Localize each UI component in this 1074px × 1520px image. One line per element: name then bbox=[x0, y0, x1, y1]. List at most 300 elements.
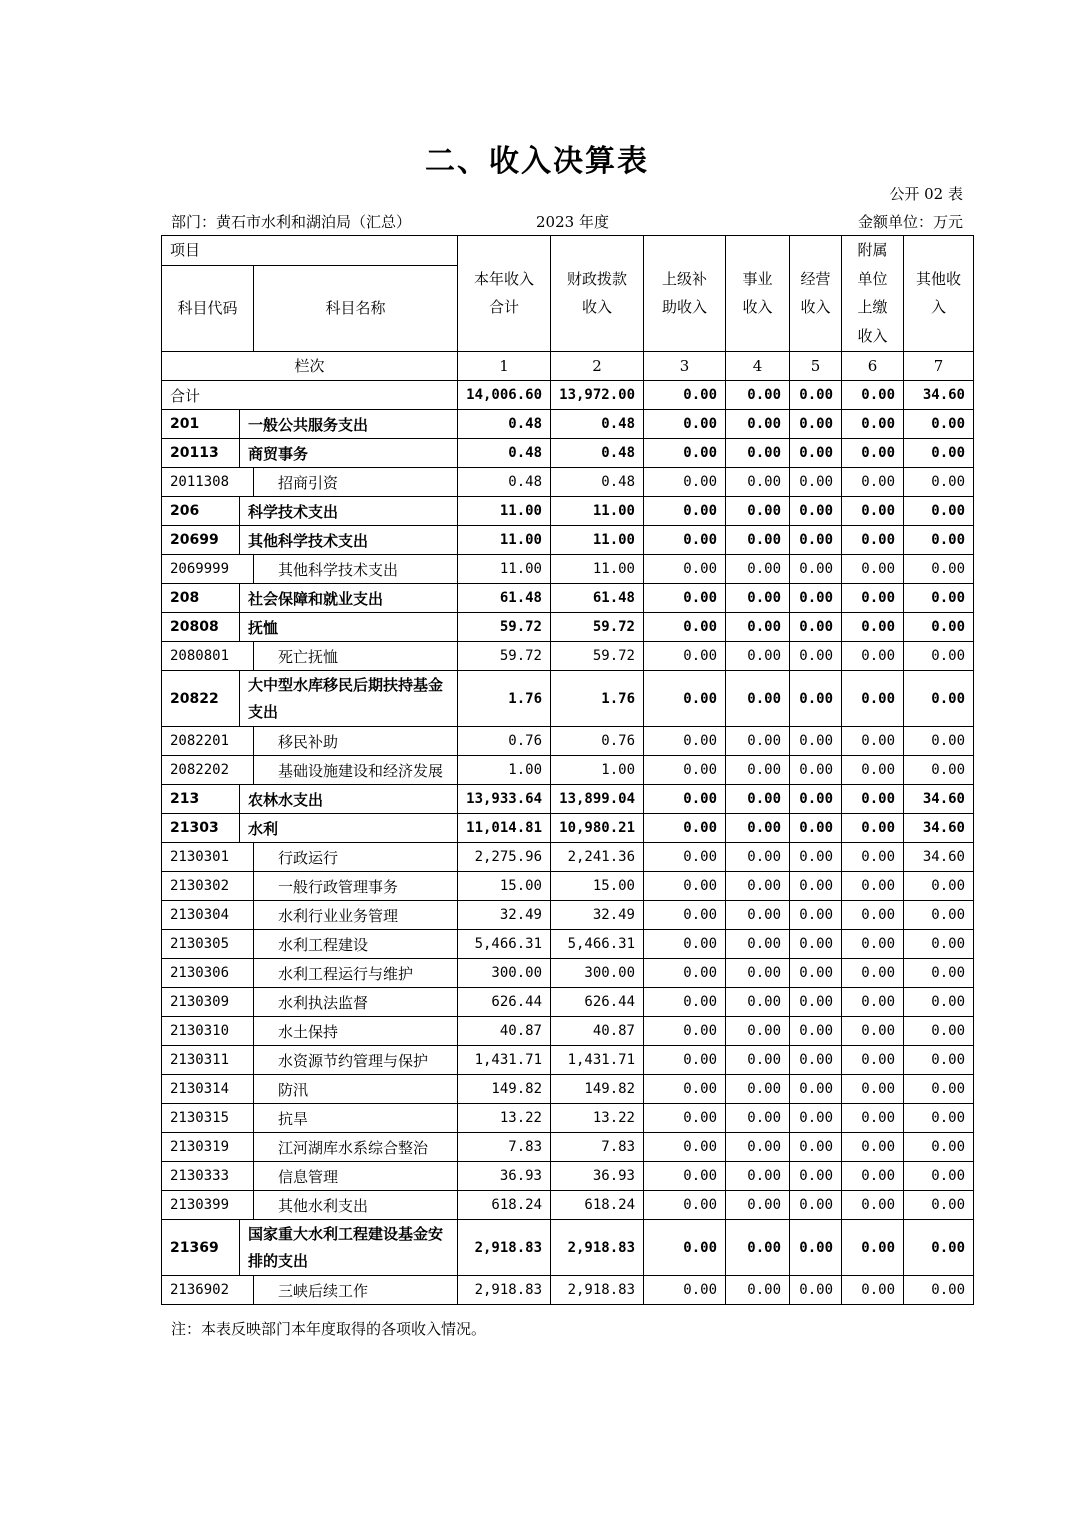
row-value: 0.00 bbox=[790, 901, 842, 930]
row-name: 水利执法监督 bbox=[254, 988, 458, 1017]
row-value: 0.00 bbox=[790, 1046, 842, 1075]
row-value: 1,431.71 bbox=[458, 1046, 551, 1075]
row-value: 0.00 bbox=[842, 814, 904, 843]
header-code: 科目代码 bbox=[162, 265, 254, 351]
header-col-line: 单位 bbox=[857, 269, 888, 288]
total-value: 0.00 bbox=[726, 381, 790, 410]
header-col-2 bbox=[551, 236, 644, 352]
header-seq-number: 5 bbox=[790, 351, 842, 381]
row-value: 0.00 bbox=[644, 642, 726, 671]
row-value: 1.00 bbox=[551, 756, 644, 785]
row-value: 0.00 bbox=[644, 671, 726, 727]
row-value: 626.44 bbox=[458, 988, 551, 1017]
row-value: 0.00 bbox=[790, 526, 842, 555]
row-value: 0.00 bbox=[726, 1220, 790, 1276]
row-value: 0.00 bbox=[842, 1133, 904, 1162]
table-row bbox=[162, 1046, 974, 1075]
row-value: 618.24 bbox=[458, 1191, 551, 1220]
row-name: 其他水利支出 bbox=[254, 1191, 458, 1220]
table-row bbox=[162, 843, 974, 872]
row-name: 招商引资 bbox=[254, 468, 458, 497]
row-value: 0.00 bbox=[644, 1162, 726, 1191]
row-code: 21369 bbox=[162, 1220, 240, 1276]
row-name: 水土保持 bbox=[254, 1017, 458, 1046]
header-col-line: 附属 bbox=[857, 241, 888, 260]
row-name: 江河湖库水系综合整治 bbox=[254, 1133, 458, 1162]
row-name: 水利工程运行与维护 bbox=[254, 959, 458, 988]
row-value: 0.00 bbox=[644, 1017, 726, 1046]
row-value: 0.00 bbox=[842, 785, 904, 814]
row-code: 2130306 bbox=[162, 959, 254, 988]
page-title: 二、收入决算表 bbox=[425, 144, 649, 179]
row-value: 0.00 bbox=[790, 468, 842, 497]
header-seq-number: 7 bbox=[904, 351, 974, 381]
row-value: 0.48 bbox=[458, 439, 551, 468]
header-col-line: 收入 bbox=[800, 298, 831, 317]
year-label: 2023 年度 bbox=[536, 213, 609, 231]
row-value: 11.00 bbox=[551, 526, 644, 555]
row-value: 0.00 bbox=[726, 584, 790, 613]
row-value: 0.00 bbox=[790, 930, 842, 959]
row-code: 201 bbox=[162, 410, 240, 439]
row-code: 2130301 bbox=[162, 843, 254, 872]
row-value: 618.24 bbox=[551, 1191, 644, 1220]
row-value: 0.48 bbox=[551, 439, 644, 468]
row-value: 0.48 bbox=[551, 410, 644, 439]
income-table bbox=[161, 235, 974, 1305]
row-name: 大中型水库移民后期扶持基金支出 bbox=[240, 671, 458, 727]
row-value: 0.00 bbox=[904, 1133, 974, 1162]
row-value: 0.00 bbox=[726, 901, 790, 930]
total-value: 0.00 bbox=[842, 381, 904, 410]
table-row bbox=[162, 959, 974, 988]
row-value: 0.00 bbox=[790, 613, 842, 642]
table-row bbox=[162, 613, 974, 642]
header-col-line: 上级补 bbox=[661, 269, 707, 288]
row-code: 20808 bbox=[162, 613, 240, 642]
row-value: 0.00 bbox=[790, 1162, 842, 1191]
row-value: 0.00 bbox=[644, 1046, 726, 1075]
row-name: 国家重大水利工程建设基金安排的支出 bbox=[240, 1220, 458, 1276]
header-col-3 bbox=[644, 236, 726, 352]
row-value: 149.82 bbox=[458, 1075, 551, 1104]
row-code: 20699 bbox=[162, 526, 240, 555]
row-value: 0.00 bbox=[842, 930, 904, 959]
row-name: 其他科学技术支出 bbox=[240, 526, 458, 555]
row-code: 2130315 bbox=[162, 1104, 254, 1133]
table-row bbox=[162, 727, 974, 756]
row-code: 20113 bbox=[162, 439, 240, 468]
row-value: 0.00 bbox=[790, 1017, 842, 1046]
header-col-line: 收入 bbox=[742, 298, 773, 317]
header-col-line: 事业 bbox=[742, 269, 773, 288]
row-value: 0.00 bbox=[904, 410, 974, 439]
row-value: 0.00 bbox=[842, 1046, 904, 1075]
header-col-line: 入 bbox=[930, 298, 946, 317]
row-value: 0.00 bbox=[790, 439, 842, 468]
row-name: 农林水支出 bbox=[240, 785, 458, 814]
row-value: 1,431.71 bbox=[551, 1046, 644, 1075]
table-row bbox=[162, 988, 974, 1017]
row-value: 0.00 bbox=[842, 497, 904, 526]
row-code: 21303 bbox=[162, 814, 240, 843]
row-name: 行政运行 bbox=[254, 843, 458, 872]
row-name: 死亡抚恤 bbox=[254, 642, 458, 671]
row-value: 0.00 bbox=[842, 756, 904, 785]
row-value: 0.00 bbox=[904, 468, 974, 497]
row-code: 2130310 bbox=[162, 1017, 254, 1046]
row-value: 11.00 bbox=[458, 526, 551, 555]
header-col-line: 收入 bbox=[857, 326, 888, 345]
row-value: 0.00 bbox=[790, 1075, 842, 1104]
table-row bbox=[162, 526, 974, 555]
header-seq-number: 1 bbox=[458, 351, 551, 381]
row-name: 抚恤 bbox=[240, 613, 458, 642]
row-value: 0.00 bbox=[842, 1191, 904, 1220]
row-value: 10,980.21 bbox=[551, 814, 644, 843]
unit-label: 金额单位：万元 bbox=[857, 213, 963, 231]
table-row bbox=[162, 1075, 974, 1104]
row-value: 0.00 bbox=[904, 526, 974, 555]
row-code: 2130399 bbox=[162, 1191, 254, 1220]
row-value: 0.00 bbox=[790, 1133, 842, 1162]
row-value: 34.60 bbox=[904, 785, 974, 814]
row-value: 0.00 bbox=[904, 555, 974, 584]
row-value: 0.00 bbox=[842, 843, 904, 872]
row-value: 0.00 bbox=[726, 526, 790, 555]
row-value: 0.00 bbox=[644, 526, 726, 555]
table-row bbox=[162, 439, 974, 468]
department-label: 部门：黄石市水利和湖泊局（汇总） bbox=[171, 213, 412, 231]
row-value: 0.00 bbox=[790, 872, 842, 901]
row-name: 其他科学技术支出 bbox=[254, 555, 458, 584]
row-value: 0.00 bbox=[644, 843, 726, 872]
row-value: 0.00 bbox=[904, 727, 974, 756]
header-seq-number: 3 bbox=[644, 351, 726, 381]
row-code: 2130311 bbox=[162, 1046, 254, 1075]
total-value: 14,006.60 bbox=[458, 381, 551, 410]
row-value: 0.00 bbox=[726, 1162, 790, 1191]
row-value: 61.48 bbox=[551, 584, 644, 613]
row-value: 300.00 bbox=[551, 959, 644, 988]
header-col-4 bbox=[726, 236, 790, 352]
row-value: 0.00 bbox=[904, 1075, 974, 1104]
row-value: 36.93 bbox=[551, 1162, 644, 1191]
row-name: 水利工程建设 bbox=[254, 930, 458, 959]
row-value: 0.00 bbox=[904, 584, 974, 613]
row-value: 0.00 bbox=[842, 468, 904, 497]
table-row bbox=[162, 872, 974, 901]
table-row bbox=[162, 468, 974, 497]
row-value: 0.00 bbox=[726, 410, 790, 439]
row-value: 11.00 bbox=[551, 497, 644, 526]
row-code: 2080801 bbox=[162, 642, 254, 671]
header-seq-label: 栏次 bbox=[162, 351, 458, 381]
table-row bbox=[162, 497, 974, 526]
row-value: 11.00 bbox=[458, 497, 551, 526]
row-value: 0.00 bbox=[644, 584, 726, 613]
row-value: 0.00 bbox=[904, 930, 974, 959]
row-value: 0.00 bbox=[790, 988, 842, 1017]
row-value: 2,918.83 bbox=[551, 1220, 644, 1276]
header-col-line: 经营 bbox=[800, 269, 831, 288]
row-code: 2130309 bbox=[162, 988, 254, 1017]
row-value: 0.00 bbox=[726, 814, 790, 843]
header-name: 科目名称 bbox=[254, 265, 458, 351]
row-value: 0.00 bbox=[904, 988, 974, 1017]
row-value: 0.00 bbox=[644, 439, 726, 468]
row-value: 0.76 bbox=[458, 727, 551, 756]
row-value: 0.00 bbox=[726, 959, 790, 988]
row-value: 0.00 bbox=[726, 1191, 790, 1220]
row-value: 0.00 bbox=[644, 410, 726, 439]
row-value: 0.76 bbox=[551, 727, 644, 756]
row-value: 0.00 bbox=[904, 1162, 974, 1191]
row-value: 0.00 bbox=[726, 756, 790, 785]
row-value: 15.00 bbox=[458, 872, 551, 901]
row-value: 0.00 bbox=[726, 785, 790, 814]
row-value: 2,241.36 bbox=[551, 843, 644, 872]
row-value: 0.00 bbox=[790, 671, 842, 727]
row-value: 0.00 bbox=[790, 555, 842, 584]
total-value: 13,972.00 bbox=[551, 381, 644, 410]
table-row bbox=[162, 901, 974, 930]
row-value: 0.00 bbox=[842, 584, 904, 613]
row-code: 2130333 bbox=[162, 1162, 254, 1191]
row-value: 0.00 bbox=[726, 1276, 790, 1305]
row-value: 13.22 bbox=[551, 1104, 644, 1133]
row-value: 11.00 bbox=[551, 555, 644, 584]
total-label: 合计 bbox=[162, 381, 458, 410]
row-value: 0.00 bbox=[726, 1046, 790, 1075]
row-value: 13,899.04 bbox=[551, 785, 644, 814]
row-value: 0.00 bbox=[790, 843, 842, 872]
row-value: 0.00 bbox=[842, 1162, 904, 1191]
row-value: 0.00 bbox=[904, 642, 974, 671]
row-value: 0.00 bbox=[726, 613, 790, 642]
row-name: 基础设施建设和经济发展 bbox=[254, 756, 458, 785]
table-row bbox=[162, 1133, 974, 1162]
row-value: 0.00 bbox=[904, 1017, 974, 1046]
row-value: 0.00 bbox=[842, 1017, 904, 1046]
row-value: 0.00 bbox=[644, 1191, 726, 1220]
row-value: 0.00 bbox=[644, 930, 726, 959]
row-value: 0.00 bbox=[726, 642, 790, 671]
row-name: 水资源节约管理与保护 bbox=[254, 1046, 458, 1075]
row-value: 61.48 bbox=[458, 584, 551, 613]
row-value: 0.00 bbox=[904, 1220, 974, 1276]
row-value: 0.00 bbox=[904, 1104, 974, 1133]
row-value: 0.00 bbox=[842, 410, 904, 439]
row-value: 0.48 bbox=[551, 468, 644, 497]
row-value: 0.00 bbox=[644, 1075, 726, 1104]
row-value: 0.00 bbox=[644, 959, 726, 988]
row-value: 0.00 bbox=[842, 988, 904, 1017]
row-value: 40.87 bbox=[551, 1017, 644, 1046]
row-value: 0.00 bbox=[726, 872, 790, 901]
row-value: 59.72 bbox=[458, 642, 551, 671]
row-value: 300.00 bbox=[458, 959, 551, 988]
row-value: 7.83 bbox=[458, 1133, 551, 1162]
row-value: 0.00 bbox=[644, 497, 726, 526]
row-value: 0.00 bbox=[790, 756, 842, 785]
table-row bbox=[162, 814, 974, 843]
table-row bbox=[162, 1191, 974, 1220]
row-value: 0.00 bbox=[790, 642, 842, 671]
row-code: 2130302 bbox=[162, 872, 254, 901]
header-col-6 bbox=[842, 236, 904, 352]
table-row bbox=[162, 1104, 974, 1133]
row-value: 36.93 bbox=[458, 1162, 551, 1191]
row-value: 59.72 bbox=[458, 613, 551, 642]
row-name: 信息管理 bbox=[254, 1162, 458, 1191]
row-value: 13,933.64 bbox=[458, 785, 551, 814]
row-value: 2,918.83 bbox=[458, 1220, 551, 1276]
row-value: 0.00 bbox=[726, 497, 790, 526]
row-value: 0.00 bbox=[790, 1276, 842, 1305]
row-value: 0.00 bbox=[904, 872, 974, 901]
row-code: 2130304 bbox=[162, 901, 254, 930]
row-name: 社会保障和就业支出 bbox=[240, 584, 458, 613]
row-value: 1.76 bbox=[458, 671, 551, 727]
row-value: 5,466.31 bbox=[551, 930, 644, 959]
row-name: 一般行政管理事务 bbox=[254, 872, 458, 901]
row-value: 0.00 bbox=[644, 901, 726, 930]
header-col-1 bbox=[458, 236, 551, 352]
total-value: 0.00 bbox=[790, 381, 842, 410]
row-name: 防汛 bbox=[254, 1075, 458, 1104]
row-value: 0.00 bbox=[790, 727, 842, 756]
row-code: 213 bbox=[162, 785, 240, 814]
header-seq-number: 4 bbox=[726, 351, 790, 381]
row-value: 0.00 bbox=[726, 671, 790, 727]
row-value: 0.00 bbox=[842, 613, 904, 642]
total-value: 34.60 bbox=[904, 381, 974, 410]
row-value: 0.00 bbox=[790, 1104, 842, 1133]
row-value: 0.00 bbox=[790, 1191, 842, 1220]
row-value: 15.00 bbox=[551, 872, 644, 901]
row-code: 2082201 bbox=[162, 727, 254, 756]
row-value: 0.48 bbox=[458, 410, 551, 439]
table-row bbox=[162, 756, 974, 785]
header-col-7 bbox=[904, 236, 974, 352]
row-value: 0.00 bbox=[904, 901, 974, 930]
table-note: 注：本表反映部门本年度取得的各项收入情况。 bbox=[171, 1320, 487, 1338]
row-code: 2082202 bbox=[162, 756, 254, 785]
table-row bbox=[162, 1276, 974, 1305]
row-value: 0.00 bbox=[842, 872, 904, 901]
row-value: 0.00 bbox=[726, 555, 790, 584]
row-value: 59.72 bbox=[551, 613, 644, 642]
row-name: 抗旱 bbox=[254, 1104, 458, 1133]
row-value: 0.00 bbox=[644, 988, 726, 1017]
row-value: 626.44 bbox=[551, 988, 644, 1017]
table-row bbox=[162, 785, 974, 814]
row-code: 2130314 bbox=[162, 1075, 254, 1104]
row-value: 2,918.83 bbox=[551, 1276, 644, 1305]
row-value: 0.00 bbox=[842, 526, 904, 555]
row-value: 0.00 bbox=[904, 439, 974, 468]
row-value: 0.00 bbox=[644, 1133, 726, 1162]
row-value: 13.22 bbox=[458, 1104, 551, 1133]
row-value: 0.00 bbox=[842, 959, 904, 988]
row-value: 0.00 bbox=[842, 1276, 904, 1305]
row-value: 0.00 bbox=[644, 727, 726, 756]
header-col-line: 上缴 bbox=[857, 298, 888, 317]
row-value: 0.00 bbox=[644, 756, 726, 785]
row-name: 科学技术支出 bbox=[240, 497, 458, 526]
row-value: 0.00 bbox=[726, 930, 790, 959]
table-row bbox=[162, 555, 974, 584]
table-row bbox=[162, 930, 974, 959]
row-value: 149.82 bbox=[551, 1075, 644, 1104]
header-item: 项目 bbox=[162, 236, 458, 266]
row-value: 0.00 bbox=[904, 1191, 974, 1220]
row-value: 0.00 bbox=[842, 1104, 904, 1133]
header-col-line: 本年收入 bbox=[473, 269, 534, 288]
row-value: 0.00 bbox=[842, 555, 904, 584]
row-name: 三峡后续工作 bbox=[254, 1276, 458, 1305]
row-value: 11,014.81 bbox=[458, 814, 551, 843]
row-value: 0.00 bbox=[726, 1017, 790, 1046]
row-value: 2,918.83 bbox=[458, 1276, 551, 1305]
table-row bbox=[162, 642, 974, 671]
row-name: 一般公共服务支出 bbox=[240, 410, 458, 439]
row-value: 1.00 bbox=[458, 756, 551, 785]
row-code: 20822 bbox=[162, 671, 240, 727]
row-name: 水利行业业务管理 bbox=[254, 901, 458, 930]
table-row bbox=[162, 1162, 974, 1191]
row-value: 0.00 bbox=[842, 439, 904, 468]
row-code: 208 bbox=[162, 584, 240, 613]
row-code: 2130305 bbox=[162, 930, 254, 959]
header-col-line: 助收入 bbox=[661, 298, 707, 317]
row-value: 0.00 bbox=[790, 497, 842, 526]
table-row bbox=[162, 671, 974, 727]
total-value: 0.00 bbox=[644, 381, 726, 410]
header-col-line: 其他收 bbox=[915, 269, 961, 288]
row-value: 0.00 bbox=[842, 671, 904, 727]
row-value: 0.00 bbox=[904, 613, 974, 642]
form-number: 公开 02 表 bbox=[889, 185, 963, 203]
row-value: 2,275.96 bbox=[458, 843, 551, 872]
row-code: 2069999 bbox=[162, 555, 254, 584]
row-value: 0.00 bbox=[790, 814, 842, 843]
row-value: 1.76 bbox=[551, 671, 644, 727]
row-value: 0.00 bbox=[726, 468, 790, 497]
row-value: 0.00 bbox=[726, 1133, 790, 1162]
row-value: 0.00 bbox=[842, 1075, 904, 1104]
row-value: 11.00 bbox=[458, 555, 551, 584]
row-value: 32.49 bbox=[551, 901, 644, 930]
row-value: 34.60 bbox=[904, 843, 974, 872]
header-seq-number: 6 bbox=[842, 351, 904, 381]
row-value: 0.48 bbox=[458, 468, 551, 497]
row-value: 0.00 bbox=[644, 555, 726, 584]
row-value: 0.00 bbox=[644, 1220, 726, 1276]
row-value: 7.83 bbox=[551, 1133, 644, 1162]
header-seq-number: 2 bbox=[551, 351, 644, 381]
table-row bbox=[162, 410, 974, 439]
row-value: 0.00 bbox=[644, 1104, 726, 1133]
row-value: 0.00 bbox=[790, 1220, 842, 1276]
row-value: 0.00 bbox=[790, 584, 842, 613]
row-value: 0.00 bbox=[726, 843, 790, 872]
row-value: 40.87 bbox=[458, 1017, 551, 1046]
row-value: 0.00 bbox=[726, 439, 790, 468]
row-code: 2011308 bbox=[162, 468, 254, 497]
row-value: 5,466.31 bbox=[458, 930, 551, 959]
